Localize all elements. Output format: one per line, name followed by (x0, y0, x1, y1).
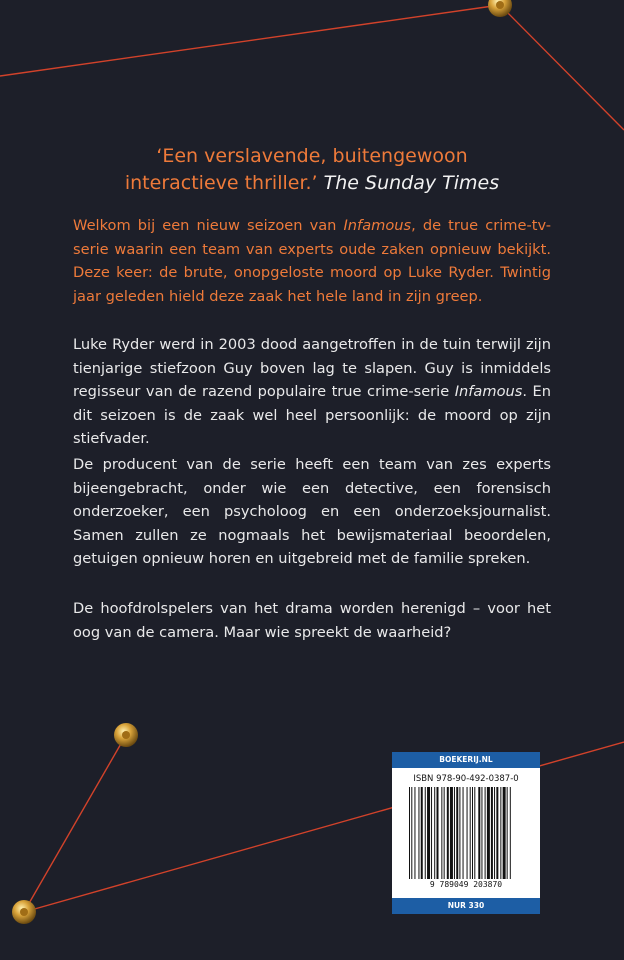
barcode-bar (463, 787, 464, 879)
body-paragraph-3: De hoofdrolspelers van het drama worden herenigd – voor het oog van de camera. Maar wie spreekt de waarheid? (73, 600, 551, 641)
intro-text: Welkom bij een nieuw seizoen van (73, 217, 344, 234)
body-paragraph-1 (73, 333, 551, 451)
barcode-bar (494, 787, 495, 879)
barcode-bar (481, 787, 482, 879)
pin-icon (12, 900, 36, 924)
barcode-bar (431, 787, 432, 879)
barcode-bar (421, 787, 423, 879)
barcode-bar (474, 787, 475, 879)
barcode-bar (470, 787, 471, 879)
barcode-bar (467, 787, 468, 879)
publisher-url: BOEKERIJ.NL (392, 752, 540, 768)
pin-icon (114, 723, 138, 747)
barcode-bars (409, 787, 523, 879)
barcode-bar (487, 787, 490, 879)
barcode-bar (441, 787, 442, 879)
barcode-bar (447, 787, 449, 879)
barcode-bar (456, 787, 458, 879)
barcode-bar (434, 787, 435, 879)
barcode-bar (491, 787, 493, 879)
barcode-bar (450, 787, 453, 879)
series-title: Infamous (454, 383, 523, 401)
barcode-bar (437, 787, 439, 879)
barcode-bar (500, 787, 501, 879)
intro-paragraph (73, 214, 551, 308)
barcode-label (392, 752, 540, 914)
quote-source: The Sunday Times (323, 172, 500, 194)
barcode-bar (485, 787, 486, 879)
isbn-text: ISBN 978-90-492-0387-0 (413, 774, 519, 784)
barcode-bar (418, 787, 419, 879)
barcode-bar (444, 787, 445, 879)
nur-code: NUR 330 (392, 898, 540, 914)
barcode-bar (472, 787, 473, 879)
barcode-bar (496, 787, 498, 879)
series-title: Infamous (343, 217, 412, 234)
quote-line-2 (70, 170, 554, 197)
barcode-bar (414, 787, 415, 879)
quote-text: interactieve thriller.’ (124, 172, 318, 194)
barcode-bar (454, 787, 455, 879)
quote-line-1: ‘Een verslavende, buitengewoon (156, 145, 468, 167)
body-text: Luke Ryder werd in 2003 dood aangetroffen in de tuin terwijl zijn tienjarige stiefzoon Guy boven lag te slapen. Guy is inmiddels regisseur van de razend populaire true crime-serie (73, 336, 551, 401)
barcode-bar (503, 787, 506, 879)
barcode-bar (409, 787, 410, 879)
barcode-bar (427, 787, 430, 879)
body-text: . En dit seizoen is de zaak wel heel persoonlijk: de moord op zijn stiefvader. (73, 383, 552, 448)
barcode-bar (425, 787, 426, 879)
barcode-bar (411, 787, 412, 879)
body-paragraph-2: De producent van de serie heeft een team van zes experts bijeengebracht, onder wie een detective, een forensisch onderzoeker, een psycholoog en een onderzoeksjournalist. Samen zullen ze nogmaals het bewijsmateriaal beoordelen, getuigen opnieuw horen en uitgebreid met de familie spreken. (73, 456, 551, 568)
intro-text: , de true crime-tv-serie waarin een team van experts oude zaken opnieuw bekijkt. Deze keer: de brute, onopgeloste moord op Luke Ryder. Twintig jaar geleden hield deze zaak het hele land in zijn greep. (73, 217, 551, 305)
barcode-bar (459, 787, 460, 879)
barcode-bar (478, 787, 480, 879)
barcode-bar (507, 787, 508, 879)
review-quote (70, 143, 554, 197)
barcode-bar (510, 787, 511, 879)
barcode-digits: 9 789049 203870 (429, 880, 503, 889)
